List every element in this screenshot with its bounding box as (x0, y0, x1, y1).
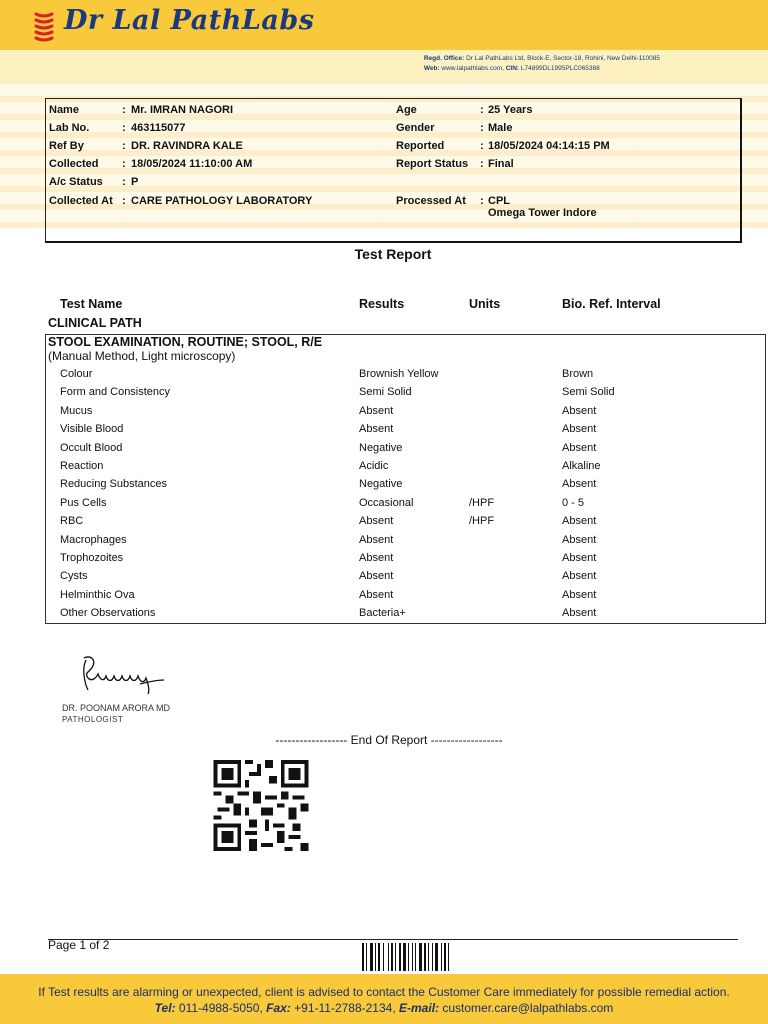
patient-value: 25 Years (488, 104, 533, 116)
test-title: STOOL EXAMINATION, ROUTINE; STOOL, R/E (48, 335, 323, 349)
barcode-bar (408, 943, 409, 971)
patient-value: 463115077 (131, 122, 186, 134)
barcode-bar (391, 943, 393, 971)
ref-interval-cell: Absent (562, 515, 597, 528)
ref-interval-cell: Absent (562, 607, 597, 620)
table-row (0, 386, 768, 404)
ref-interval-cell: Alkaline (562, 460, 601, 472)
test-name-cell: Occult Blood (60, 441, 123, 454)
table-row (0, 423, 768, 441)
report-title: Test Report (354, 246, 432, 262)
registered-office: Regd. Office: Dr Lal PathLabs Ltd, Block-E, Sector-18, Rohini, New Delhi-110085 Web: www.lalpathlabs.com, CIN: L74899DL1995PLC065388 (423, 55, 660, 72)
result-cell: Brownish Yellow (359, 368, 439, 380)
header-test-name: Test Name (60, 297, 123, 311)
colon-separator: : (480, 195, 484, 207)
unit-cell: /HPF (469, 496, 495, 509)
result-cell: Absent (359, 515, 394, 528)
table-row (0, 405, 768, 423)
patient-label: Lab No. (49, 122, 90, 134)
test-name-cell: Trophozoites (60, 552, 124, 564)
barcode-bar (412, 943, 413, 971)
section-title: CLINICAL PATH (48, 316, 142, 330)
test-name-cell: Cysts (60, 570, 88, 583)
result-cell: Absent (359, 404, 394, 417)
ref-interval-cell: Absent (562, 441, 597, 454)
patient-info-box (45, 98, 742, 243)
table-row (0, 607, 768, 625)
test-name-cell: Other Observations (60, 607, 156, 620)
barcode-bar (403, 943, 406, 971)
table-row (0, 368, 768, 386)
result-cell: Absent (359, 552, 394, 564)
result-cell: Absent (359, 588, 394, 601)
doctor-name: DR. POONAM ARORA MD (62, 703, 171, 713)
table-row (0, 589, 768, 607)
result-cell: Absent (359, 570, 394, 583)
qr-code-icon (213, 760, 309, 851)
colon-separator: : (122, 122, 126, 134)
test-name-cell: Reaction (60, 460, 104, 472)
barcode-bar (388, 943, 389, 971)
barcode-bar (378, 943, 380, 971)
patient-value: 18/05/2024 11:10:00 AM (131, 158, 253, 170)
barcode-bar (419, 943, 422, 971)
ref-interval-cell: Absent (562, 533, 597, 546)
header-units: Units (469, 297, 501, 311)
barcode-bar (415, 943, 416, 971)
barcode-bar (432, 943, 433, 971)
ref-interval-cell: Semi Solid (562, 386, 615, 399)
colon-separator: : (122, 176, 126, 188)
footer-rule (48, 939, 738, 940)
header-results: Results (359, 297, 405, 311)
patient-value: 18/05/2024 04:14:15 PM (488, 140, 610, 152)
barcode-bar (366, 943, 367, 971)
barcode-bar (362, 943, 364, 971)
doctor-title: PATHOLOGIST (62, 715, 124, 724)
patient-label: Collected (49, 158, 99, 170)
colon-separator: : (480, 158, 484, 170)
barcode-bar (444, 943, 446, 971)
barcode-bar (428, 943, 429, 971)
table-row (0, 515, 768, 533)
test-name-cell: RBC (60, 515, 84, 528)
barcode-bar (424, 943, 426, 971)
colon-separator: : (122, 104, 126, 116)
patient-label: Age (396, 104, 417, 116)
footer-band (0, 974, 768, 1024)
header-ref-interval: Bio. Ref. Interval (562, 297, 661, 311)
barcode-bar (370, 943, 373, 971)
result-cell: Occasional (359, 496, 414, 509)
ref-interval-cell: Absent (562, 570, 597, 583)
ref-interval-cell: Absent (562, 404, 597, 417)
patient-label: Report Status (396, 158, 469, 170)
patient-label: Reported (396, 140, 445, 152)
barcode-bar (375, 943, 376, 971)
table-row (0, 497, 768, 515)
colon-separator: : (122, 158, 126, 170)
barcode-bar (448, 943, 449, 971)
ref-interval-cell: Brown (562, 368, 594, 380)
footer-contact: Tel: 011-4988-5050, Fax: +91-11-2788-2134, E-mail: customer.care@lalpathlabs.com (154, 1001, 614, 1015)
barcode-icon (362, 943, 465, 971)
patient-value: CPL (488, 195, 510, 207)
test-name-cell: Reducing Substances (60, 478, 168, 491)
table-row (0, 534, 768, 552)
patient-value: CARE PATHOLOGY LABORATORY (131, 195, 313, 207)
barcode-bar (441, 943, 442, 971)
end-of-report: ------------------ End Of Report ------------------ (275, 733, 503, 747)
ref-interval-cell: Absent (562, 423, 597, 436)
result-cell: Bacteria+ (359, 607, 406, 620)
test-name-cell: Form and Consistency (60, 386, 171, 399)
page-number: Page 1 of 2 (48, 938, 110, 952)
brand-name: Dr Lal PathLabs (64, 5, 315, 36)
ref-interval-cell: Absent (562, 588, 597, 601)
colon-separator: : (480, 122, 484, 134)
test-name-cell: Visible Blood (60, 423, 124, 436)
colon-separator: : (480, 140, 484, 152)
table-row (0, 460, 768, 478)
test-name-cell: Helminthic Ova (60, 588, 135, 601)
result-cell: Absent (359, 423, 394, 436)
barcode-bar (395, 943, 396, 971)
table-row (0, 570, 768, 588)
dna-logo-icon (33, 12, 55, 42)
table-row (0, 442, 768, 460)
patient-value-line2: Omega Tower Indore (488, 207, 597, 219)
ref-interval-cell: Absent (562, 478, 597, 491)
patient-value: DR. RAVINDRA KALE (131, 140, 243, 152)
barcode-bar (435, 943, 438, 971)
table-row (0, 552, 768, 570)
result-cell: Negative (359, 478, 403, 491)
unit-cell: /HPF (469, 515, 495, 528)
ref-interval-cell: 0 - 5 (562, 496, 585, 509)
colon-separator: : (122, 195, 126, 207)
colon-separator: : (480, 104, 484, 116)
patient-value: Final (488, 158, 514, 170)
patient-label: A/c Status (49, 176, 103, 188)
footer-advisory: If Test results are alarming or unexpected, client is advised to contact the Customer Care immediately for possible remedial action. (38, 985, 730, 999)
barcode-bar (399, 943, 401, 971)
test-name-cell: Mucus (60, 404, 93, 417)
test-method: (Manual Method, Light microscopy) (48, 349, 236, 363)
signature-icon (78, 652, 168, 696)
result-cell: Absent (359, 533, 394, 546)
colon-separator: : (122, 140, 126, 152)
patient-label: Ref By (49, 140, 84, 152)
patient-value: Mr. IMRAN NAGORI (131, 104, 234, 116)
patient-label: Name (49, 104, 79, 116)
barcode-bar (383, 943, 384, 971)
patient-label: Gender (396, 122, 435, 134)
test-name-cell: Pus Cells (60, 496, 107, 509)
table-row (0, 478, 768, 496)
patient-label: Collected At (49, 195, 113, 207)
ref-interval-cell: Absent (562, 552, 597, 564)
result-cell: Semi Solid (359, 386, 412, 399)
result-cell: Negative (359, 441, 403, 454)
test-name-cell: Colour (60, 368, 93, 380)
patient-value: Male (488, 122, 513, 134)
patient-value: P (131, 176, 139, 188)
patient-label: Processed At (396, 195, 466, 207)
result-cell: Acidic (359, 460, 389, 472)
test-name-cell: Macrophages (60, 533, 127, 546)
